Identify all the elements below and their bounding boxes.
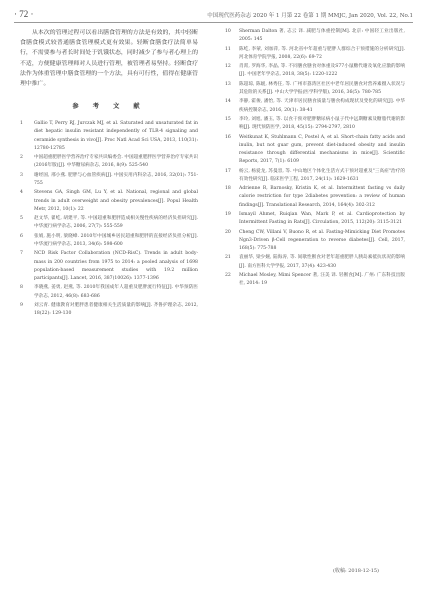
reference-item	[20, 215, 198, 231]
reference-item	[225, 81, 405, 97]
reference-number: 12	[225, 64, 231, 70]
reference-text: NCD Risk Factor Collaboration (NCD-RisC). Trends in adult body-mass in 200 countries from 1975 to 2014: a pooled analysis of 1698 population-based measurement studies with 19.2 million participants[J]. Lancet, 2016, 387(10026): 1377-1396	[34, 251, 198, 281]
reference-item	[225, 28, 405, 44]
reference-text: Gallio T, Perry RJ, Jurczak MJ, et al. Saturated and unsaturated fat in diet hepatic insulin resistant independently of TLR-4 signaling and ceramide synthesis in vivo[J]. Proc Natl Acad Sci USA, 2013, 110(31): 12780-12785	[34, 121, 198, 151]
reference-number: 3	[20, 172, 23, 178]
reference-item	[20, 172, 198, 188]
reference-item	[20, 120, 198, 153]
reference-item	[225, 116, 405, 132]
reference-item	[20, 284, 198, 300]
reference-item	[20, 189, 198, 214]
reference-number: 4	[20, 190, 23, 196]
reference-item	[20, 233, 198, 249]
body-paragraph: 从本次的管理过程可以看出膳食管理的方法是有效的，其中轻断食膳食模式较普通膳食管理模式更有效果。轻断食膳食疗法简单易行，不需要参与者长时间处于饥饿状态，同时减少了参与者心理上的不适，方便健康管理师对人员进行管理，被管理者易坚持。轻断食疗法作为体重管理中膳食管理的一个方法，具有可行性，值得在健康管理中推广。	[20, 30, 198, 88]
reference-item	[20, 154, 198, 170]
reference-item	[225, 46, 405, 62]
reference-number: 19	[225, 211, 231, 217]
reference-item	[225, 229, 405, 254]
reference-text: Adrienne R, Barnosky, Kristin K, et al. Intermittent fasting vs daily calorie restriction for type 2diabetes prevention: a review of human findings[J]. Translational Research, 2014, 164(4): 302-312	[239, 186, 405, 208]
reference-number: 5	[20, 216, 23, 222]
reference-item	[225, 211, 405, 227]
reference-number: 20	[225, 229, 231, 235]
reference-number: 2	[20, 155, 23, 161]
references-list-right	[225, 28, 405, 288]
page-header	[14, 8, 413, 22]
reference-text: 肖霄, 罗海华, 李晶, 等. 不同膳食膳食对体重及S77小鼠糖代谢及氧化应激的影响[J]. 中国老年学杂志, 2018, 38(5): 1220-1222	[239, 64, 405, 78]
reference-text: 谢经国, 邢小燕. 肥胖与心血管疾病[J]. 中国实用内科杂志, 2016, 32(01): 751-755	[34, 172, 198, 187]
reference-number: 21	[225, 255, 231, 261]
reference-item	[225, 254, 405, 270]
reference-text: 刘云青. 健康教育对肥胖患者健康相关生活质量的影响[J]. 齐鲁护理杂志, 2012, 18(22): 129-130	[34, 302, 198, 317]
reference-text: 袁丽华, 梁少婉, 陆海涛, 等. 间歇性断食对老年超重肥胖人胰岛素抵抗状况的影响[J]. 南方医科大学学报, 2017, 37(4): 423-430	[239, 255, 405, 269]
references-list-left	[20, 120, 198, 318]
journal-info: 中国现代医药杂志 2020 年 1 月第 22 卷第 1 期 MMJC, Jan 2020, Vol. 22, No.1	[207, 13, 413, 19]
reference-text: Ismayil Ahmet, Ruiqian Wan, Mark P, et al. Cardioprotection by Intermittent Fasting in Rats[J]. Circulation, 2015, 112(20): 3115-3121	[239, 211, 405, 226]
reference-text: 陈超琼, 陈媛, 林秀任, 等. 广州市荔湾区社区中老年居民膳食对营养素摄入状况与其危险的关系[J]. 中山大学学报(医学科学版), 2016, 36(5): 780-785	[239, 81, 405, 95]
reference-number: 17	[225, 168, 231, 174]
reference-text: 赵文华, 翟屹, 胡建平, 等. 中国超重和肥胖造成相关慢性疾病的经济负担研究[J]. 中华流行病学杂志, 2006, 27(7): 555-559	[34, 216, 198, 230]
reference-text: 李晓燕, 姜勇, 赵燕, 等. 2010年我国成年人超重及肥胖流行特征[J]. 中华预防医学杂志, 2012, 46(8): 683-686	[34, 285, 198, 299]
reference-number: 10	[225, 29, 231, 34]
reference-number: 14	[225, 99, 231, 105]
right-column	[225, 28, 405, 290]
received-date: (收稿: 2018-12-15)	[333, 568, 380, 574]
reference-number: 16	[225, 134, 231, 140]
reference-number: 22	[225, 272, 231, 278]
reference-item	[225, 63, 405, 79]
reference-item	[225, 272, 405, 288]
reference-text: 中国超重肥胖医学营养治疗专家共识编委会. 中国超重肥胖医学营养治疗专家共识(2016年版)[J]. 中华糖尿病杂志, 2016, 8(9): 525-540	[34, 155, 198, 169]
header-rule	[14, 22, 413, 23]
reference-item	[225, 185, 405, 210]
reference-number: 8	[20, 285, 23, 291]
reference-text: 陈屹, 李蒙, 刘加萍, 等. 河北省中年超重与肥胖人群综合干预措施的分析研究[J]. 河北体育学院学报, 2008, 22(6): 69-72	[239, 46, 405, 60]
page-number: · 72 ·	[14, 9, 34, 19]
reference-item	[20, 302, 198, 318]
reference-number: 15	[225, 116, 231, 122]
reference-number: 13	[225, 81, 231, 87]
reference-item	[225, 168, 405, 184]
reference-text: Stevens GA, Singh GM, Lu Y, et al. National, regional and global trends in adult overweight and obesity prevalences[J]. Popul Health Metr, 2012, 10(1): 22	[34, 190, 198, 212]
reference-text: 张娟, 施小明, 梁晓峰. 2010年中国城乡居民超重和肥胖的直接经济负担分析[J]. 中华流行病学杂志, 2013, 34(6): 598-600	[34, 233, 198, 247]
reference-number: 7	[20, 251, 23, 257]
reference-number: 11	[225, 46, 231, 52]
reference-text: Cheng CW, Villani V, Buono R, et al. Fasting-Mimicking Diet Promotes Ngn3-Driven β-Cell regeneration to reverse diabetes[J]. Cell, 2017, 168(5): 775-788	[239, 229, 405, 251]
reference-text: Michael Mosley, Mimi Spencer 著, 汪美 译. 轻断食[M]. 广州: 广东科技出版社, 2014: 19	[239, 272, 405, 287]
reference-text: 李玲, 刘旭, 潘玉, 等. 以食干预对肥胖糖尿病小鼠子代中远期糖素及糖脂代谢的影响[J]. 现代预防医学, 2018, 45(15): 2794-2797, 2810	[239, 116, 405, 131]
left-column	[20, 28, 198, 320]
reference-number: 9	[20, 302, 23, 308]
reference-text: Weitkunat K, Stuhlmann C, Postel A, et al. Short-chain fatty acids and inulin, but not guar gum, prevent diet-induced obesity and insulin resistance through differential mechanisms in mice[J]. Scientific Reports, 2017, 7(1): 6109	[239, 134, 405, 165]
references-title: 参 考 文 献	[72, 103, 146, 111]
reference-number: 18	[225, 186, 231, 192]
reference-number: 6	[20, 233, 23, 239]
reference-item	[225, 134, 405, 167]
reference-text: 李静, 霍俊, 潘怡, 等. 天津市居民膳食质量与膳食构成现状及变化的研究[J]. 中华疾病控制杂志, 2016, 20(1): 38-41	[239, 99, 405, 113]
reference-number: 1	[20, 121, 23, 127]
reference-item	[20, 250, 198, 283]
reference-text: Sherman Dalton 著, 志云 译. 减肥与体重控制[M]. 北京: 中国轻工业出版社, 2005: 145	[239, 29, 405, 43]
reference-item	[225, 98, 405, 114]
reference-text: 杨云, 杨爱龙, 苏曼容, 等. 中山地区个体化生活方式干预对超重及"三高症"治疗的有效性研究[J]. 临床医学工程, 2017, 24(11): 1629-1631	[239, 168, 405, 182]
